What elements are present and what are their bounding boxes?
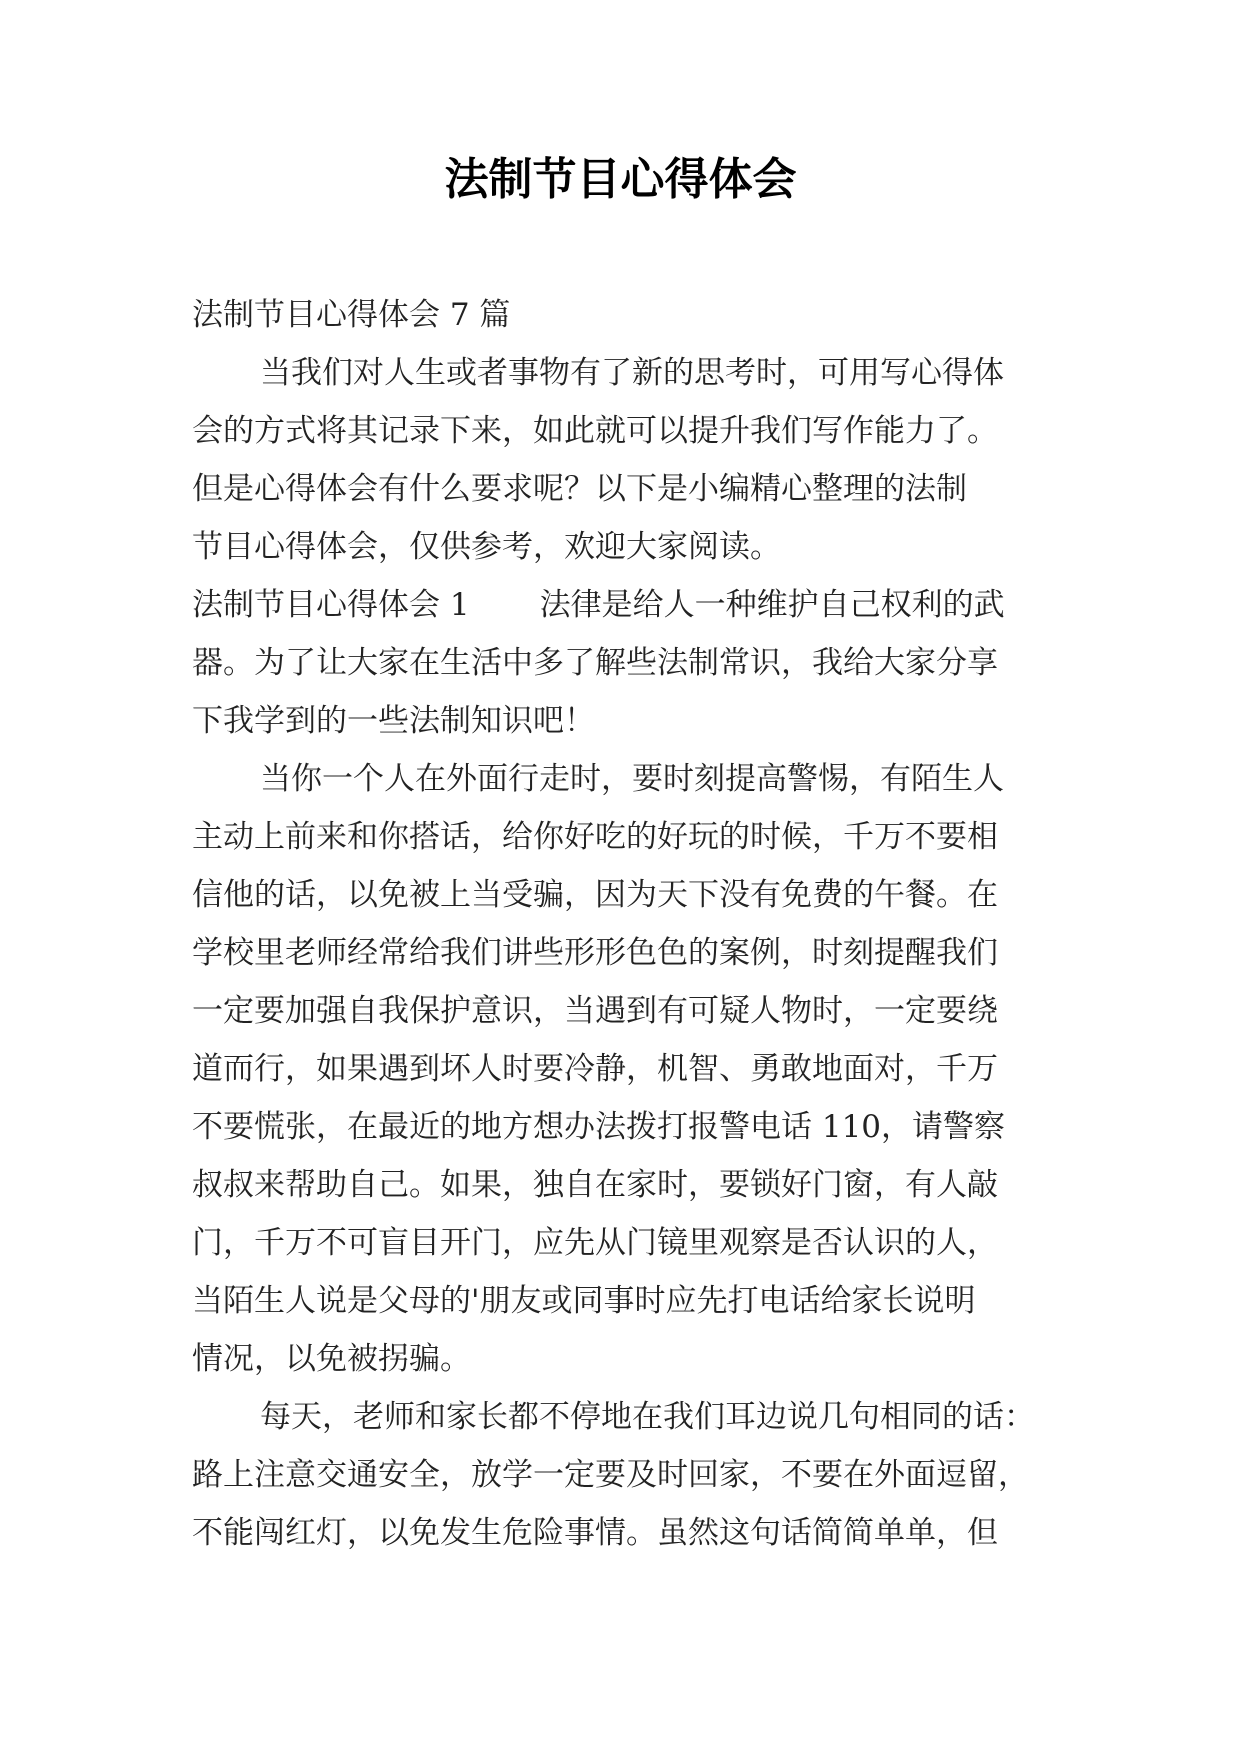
text-line: 下我学到的一些法制知识吧！ (192, 703, 595, 739)
text-line: 道而行，如果遇到坏人时要冷静，机智、勇敢地面对，千万 (192, 1051, 998, 1087)
text-line: 学校里老师经常给我们讲些形形色色的案例，时刻提醒我们 (192, 935, 998, 971)
section-heading: 法制节目心得体会 1 (192, 587, 470, 623)
text-line: 一定要加强自我保护意识，当遇到有可疑人物时，一定要绕 (192, 993, 998, 1029)
text-line: 会的方式将其记录下来，如此就可以提升我们写作能力了。 (192, 413, 998, 449)
text-line: 器。为了让大家在生活中多了解些法制常识，我给大家分享 (192, 645, 998, 681)
text-line: 叔叔来帮助自己。如果，独自在家时，要锁好门窗，有人敲 (192, 1167, 998, 1203)
section-text: 法律是给人一种维护自己权利的武 (539, 587, 1005, 623)
text-line: 情况，以免被拐骗。 (192, 1341, 471, 1377)
text-line: 当陌生人说是父母的'朋友或同事时应先打电话给家长说明 (192, 1283, 976, 1319)
text-line: 信他的话，以免被上当受骗，因为天下没有免费的午餐。在 (192, 877, 998, 913)
document-body (192, 286, 1062, 1562)
document-title: 法制节目心得体会 (444, 154, 797, 205)
text-line: 不要慌张，在最近的地方想办法拨打报警电话 110，请警察 (192, 1109, 1006, 1145)
text-line: 不能闯红灯，以免发生危险事情。虽然这句话简简单单，但 (192, 1515, 998, 1551)
text-line: 当我们对人生或者事物有了新的思考时，可用写心得体 (260, 355, 1004, 391)
text-line: 节目心得体会，仅供参考，欢迎大家阅读。 (192, 529, 781, 565)
text-line: 法制节目心得体会 7 篇 (192, 297, 511, 333)
text-line: 但是心得体会有什么要求呢？以下是小编精心整理的法制 (192, 471, 967, 507)
text-line: 主动上前来和你搭话，给你好吃的好玩的时候，千万不要相 (192, 819, 998, 855)
text-line-with-heading (192, 576, 1062, 634)
text-line: 门，千万不可盲目开门，应先从门镜里观察是否认识的人， (192, 1225, 998, 1261)
text-line: 路上注意交通安全，放学一定要及时回家，不要在外面逗留， (192, 1457, 1029, 1493)
text-line: 当你一个人在外面行走时，要时刻提高警惕，有陌生人 (260, 761, 1004, 797)
text-line: 每天，老师和家长都不停地在我们耳边说几句相同的话： (260, 1399, 1035, 1435)
